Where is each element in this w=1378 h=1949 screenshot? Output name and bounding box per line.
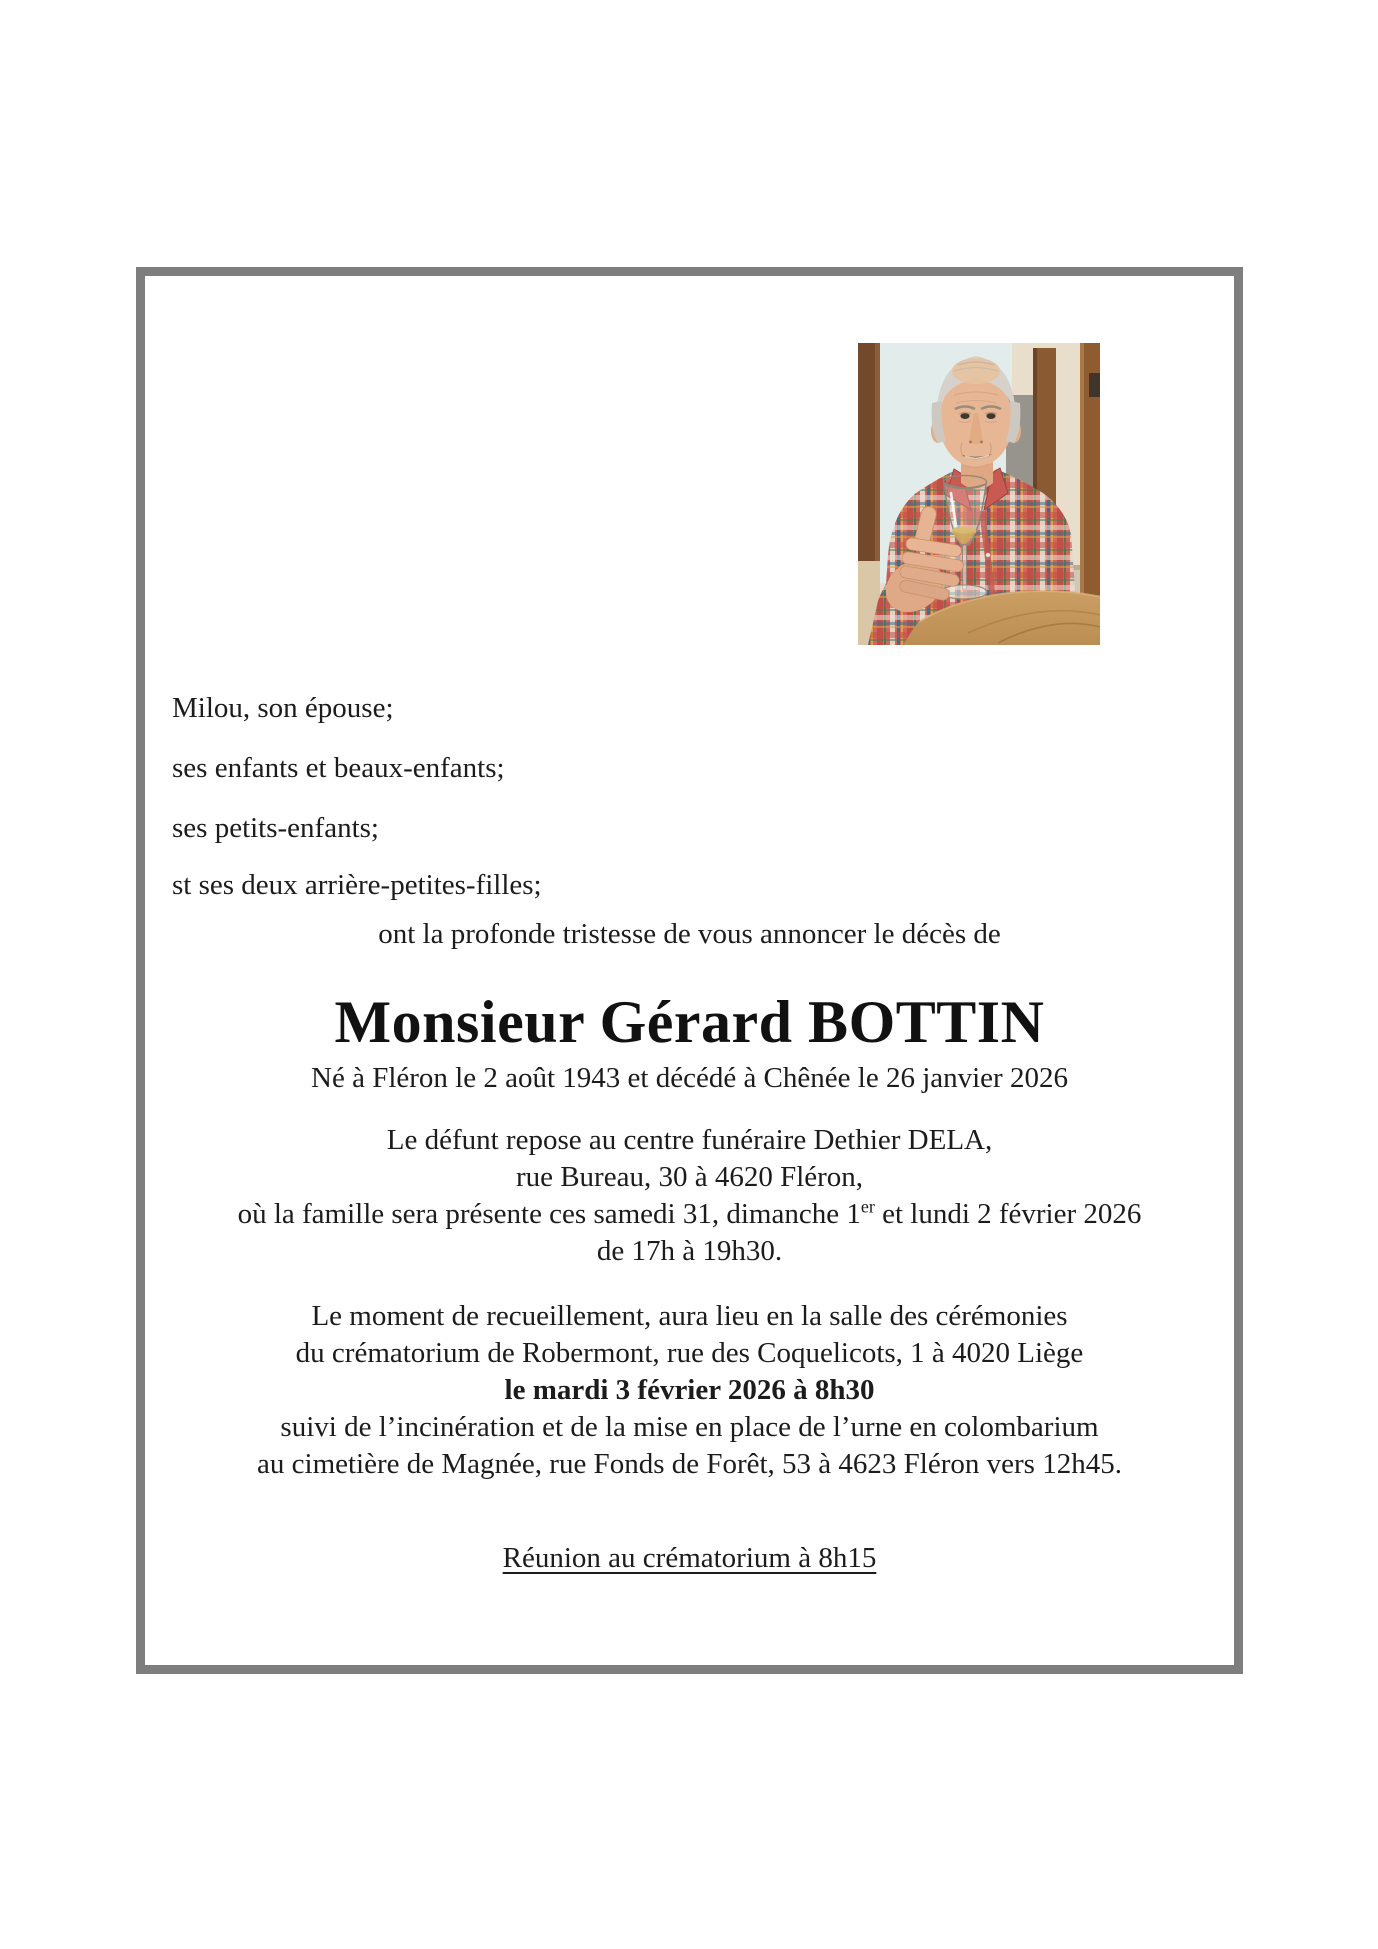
family-line-spouse: Milou, son épouse; (172, 692, 394, 724)
repose-line-2: rue Bureau, 30 à 4620 Fléron, (515, 1161, 864, 1193)
repose-line-3-tail: et lundi 2 février 2026 (874, 1198, 1142, 1230)
repose-line-3 (145, 1196, 1234, 1233)
repose-line-4: de 17h à 19h30. (596, 1235, 783, 1267)
portrait-photo-graphic (858, 343, 1100, 645)
ceremony-line-2: du crématorium de Robermont, rue des Coquelicots, 1 à 4020 Liège (295, 1337, 1084, 1369)
family-line-children: ses enfants et beaux-enfants; (172, 752, 505, 784)
ceremony-line-5: au cimetière de Magnée, rue Fonds de Forêt, 53 à 4623 Fléron vers 12h45. (257, 1448, 1122, 1480)
wall-picture (1089, 373, 1100, 397)
portrait-photo (858, 343, 1100, 645)
notice-frame (136, 267, 1243, 1674)
ceremony-line-4: suivi de l’incinération et de la mise en place de l’urne en colombarium (280, 1411, 1099, 1443)
family-line-great-granddaughters: st ses deux arrière-petites-filles; (172, 869, 542, 901)
ceremony-paragraph (145, 1298, 1234, 1483)
repose-paragraph (145, 1122, 1234, 1270)
repose-line-1: Le défunt repose au centre funéraire Dethier DELA, (386, 1124, 993, 1156)
ceremony-date-line: le mardi 3 février 2026 à 8h30 (504, 1374, 875, 1406)
meeting-line: Réunion au crématorium à 8h15 (502, 1542, 877, 1574)
ordinal-superscript: er (860, 1196, 875, 1217)
repose-line-3-text: où la famille sera présente ces samedi 31, dimanche 1 (237, 1198, 861, 1230)
ceremony-line-1: Le moment de recueillement, aura lieu en la salle des cérémonies (311, 1300, 1068, 1332)
announcement-line: ont la profonde tristesse de vous annoncer le décès de (378, 918, 1001, 950)
birth-death-line: Né à Fléron le 2 août 1943 et décédé à Chênée le 26 janvier 2026 (311, 1062, 1068, 1094)
deceased-name: Monsieur Gérard BOTTIN (334, 989, 1045, 1055)
family-line-grandchildren: ses petits-enfants; (172, 812, 379, 844)
